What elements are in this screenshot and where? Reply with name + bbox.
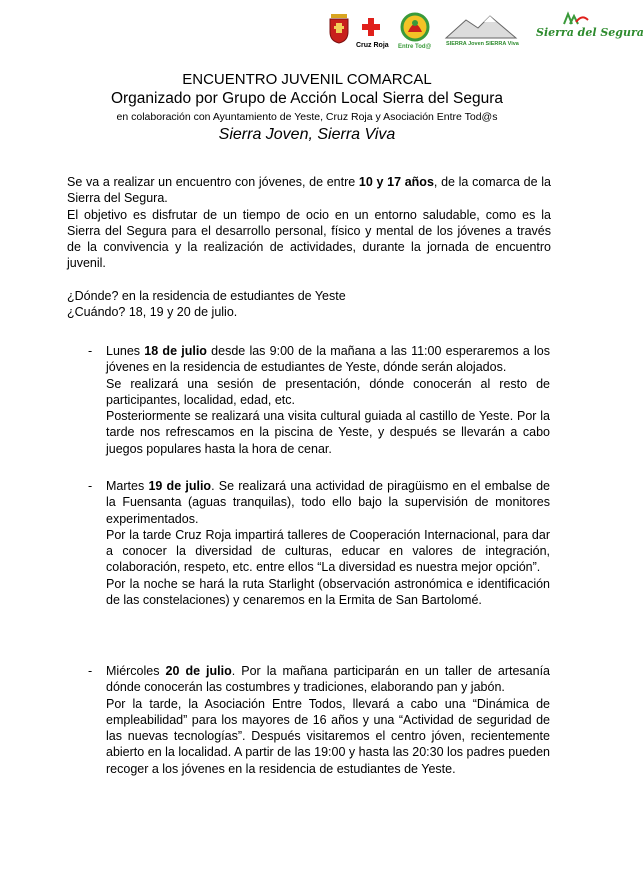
day-name: Martes (106, 479, 149, 493)
day-text: Por la tarde Cruz Roja impartirá talleres de Cooperación Internacional, para dar a conocer la diversidad de culturas, educar en valores de integración, colaboración, respeto, etc. entre ellos “La diversidad es nuestra mejor opción”. (106, 527, 550, 575)
header (0, 71, 614, 145)
where-line: ¿Dónde? en la residencia de estudiantes de Yeste (67, 288, 346, 303)
list-item (88, 478, 550, 608)
day-text: Se realizará una sesión de presentación, dónde conocerán al resto de participantes, localidad, edad, etc. (106, 376, 550, 407)
intro-section (67, 174, 551, 320)
list-item (88, 663, 550, 777)
cruz-roja-label: Cruz Roja (356, 42, 389, 49)
day-name: Miércoles (106, 664, 166, 678)
list-dash: - (88, 664, 93, 678)
age-range: 10 y 17 años (358, 175, 434, 189)
day-date: 19 de julio (148, 479, 212, 493)
entre-todos-logo (400, 12, 430, 42)
sierra-del-segura-label: Sierra del Segura (536, 26, 644, 39)
page-title: ENCUENTRO JUVENIL COMARCAL (182, 71, 432, 88)
list-dash: - (88, 479, 93, 493)
intro-text: , de la comarca de la Sierra del Segura. (67, 175, 552, 206)
day-date: 20 de julio (165, 664, 232, 678)
cruz-roja-logo (362, 18, 380, 36)
entre-todos-label: Entre Tod@ (398, 44, 432, 50)
sierra-joven-label: SIERRA Joven SIERRA Viva (446, 41, 519, 47)
coat-of-arms-logo (328, 14, 350, 44)
day-text: Por la tarde, la Asociación Entre Todos, llevará a cabo una “Dinámica de empleabilidad” para los mayores de 16 años y una “Actividad de seguridad de las nuevas tecnologías”. Después visitaremos el centro jóven, recientemente abierto en la localidad. A partir de las 19:00 y hasta las 20:30 los padres pueden recoger a los jóvenes en la residencia de estudiantes de Yeste. (106, 696, 550, 776)
intro-paragraph-1 (67, 174, 551, 207)
day-item-wednesday (88, 663, 550, 777)
intro-paragraph-2: El objetivo es disfrutar de un tiempo de ocio en un entorno saludable, como es la Sierra del Segura para el desarrollo personal, físico y mental de los jóvenes a través de la convivencia y la realización de actividades, durante la jornada de encuentro juvenil. (67, 207, 551, 271)
day-text: Posteriormente se realizará una visita cultural guiada al castillo de Yeste. Por la tarde nos refrescamos en la piscina de Yeste, y después se llevarán a cabo juegos populares hasta la hora de cenar. (106, 409, 550, 456)
organizer-line: Organizado por Grupo de Acción Local Sierra del Segura (110, 90, 504, 107)
day-text: . Por la mañana participarán en un taller de artesanía dónde conocerán las costumbres y tradiciones, elaborando pan y jabón. (106, 664, 550, 695)
day-text: desde las 9:00 de la mañana a las 11:00 esperaremos a los jóvenes en la residencia de estudiantes de Yeste, dónde serán alojados. (106, 344, 550, 375)
day-text: Por la noche se hará la ruta Starlight (observación astronómica e identificación de las constelaciones) y cenaremos en la Ermita de San Bartolomé. (106, 576, 550, 608)
day-name: Lunes (106, 344, 145, 358)
slogan: Sierra Joven, Sierra Viva (218, 126, 396, 143)
collaboration-line: en colaboración con Ayuntamiento de Yeste, Cruz Roja y Asociación Entre Tod@s (116, 111, 498, 123)
logo-bar (326, 12, 644, 56)
day-text: . Se realizará una actividad de piragüismo en el embalse de la Fuensanta (aguas tranquilas), todo ello bajo la supervisión de monitores experimentados. (106, 479, 550, 526)
list-item (88, 343, 550, 457)
day-item-tuesday (88, 478, 550, 608)
day-date: 18 de julio (144, 344, 207, 358)
day-item-monday (88, 343, 550, 457)
sierra-joven-logo (444, 14, 518, 40)
when-line: ¿Cuándo? 18, 19 y 20 de julio. (67, 305, 238, 320)
sierra-del-segura-logo (546, 12, 596, 26)
intro-text: Se va a realizar un encuentro con jóvenes, de entre (67, 175, 359, 189)
list-dash: - (88, 344, 93, 358)
